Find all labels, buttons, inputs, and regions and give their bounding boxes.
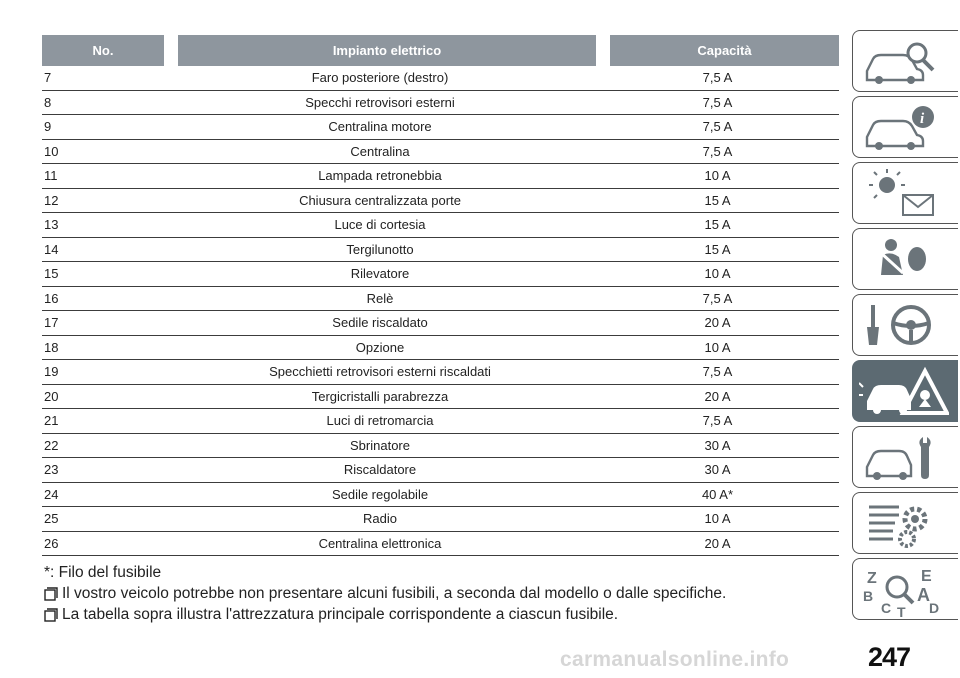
seatbelt-airbag-icon <box>859 233 949 287</box>
cell-no: 24 <box>44 486 59 502</box>
table-row <box>42 409 839 434</box>
header-impianto: Impianto elettrico <box>178 35 596 66</box>
cell-no: 11 <box>44 168 58 184</box>
tab-safety[interactable] <box>852 228 958 290</box>
cell-impianto: Tergilunotto <box>346 241 414 257</box>
note-item <box>44 585 834 603</box>
note-box-icon <box>44 608 58 622</box>
cell-no: 26 <box>44 535 59 551</box>
car-wrench-icon <box>859 431 949 485</box>
cell-capacita: 7,5 A <box>702 119 733 135</box>
cell-impianto: Centralina <box>350 143 410 159</box>
cell-capacita: 30 A <box>704 437 731 453</box>
watermark: carmanualsonline.info <box>560 648 790 671</box>
cell-no: 23 <box>44 462 59 478</box>
tab-driving[interactable] <box>852 294 958 356</box>
tab-index[interactable] <box>852 558 958 620</box>
cell-impianto: Luce di cortesia <box>334 217 426 233</box>
note-text: La tabella sopra illustra l'attrezzatura principale corrispondente a ciascun fusibile. <box>62 606 619 623</box>
notes <box>44 564 834 627</box>
table-row <box>42 238 839 263</box>
table-row <box>42 287 839 312</box>
cell-no: 17 <box>44 315 59 331</box>
index-letter: B <box>863 588 874 604</box>
cell-capacita: 40 A* <box>701 486 734 502</box>
table-row <box>42 360 839 385</box>
cell-impianto: Specchietti retrovisori esterni riscaldati <box>269 364 491 380</box>
cell-capacita: 7,5 A <box>702 364 733 380</box>
cell-impianto: Sbrinatore <box>350 437 410 453</box>
cell-impianto: Sedile riscaldato <box>332 315 428 331</box>
table-row <box>42 483 839 508</box>
cell-impianto: Sedile regolabile <box>331 486 429 502</box>
cell-capacita: 7,5 A <box>702 413 733 429</box>
index-letter: Z <box>867 570 877 587</box>
cell-no: 10 <box>44 143 59 159</box>
table-row <box>42 66 839 91</box>
cell-no: 22 <box>44 437 59 453</box>
table-row <box>42 115 839 140</box>
cell-no: 15 <box>44 266 59 282</box>
page-number: 247 <box>868 642 911 672</box>
table-row <box>42 311 839 336</box>
cell-no: 19 <box>44 364 59 380</box>
cell-capacita: 15 A <box>704 192 731 208</box>
table-body <box>42 66 839 556</box>
cell-no: 13 <box>44 217 59 233</box>
fuse-table <box>42 35 839 556</box>
header-no: No. <box>42 35 164 66</box>
cell-capacita: 20 A <box>704 388 731 404</box>
cell-no: 7 <box>44 70 52 86</box>
cell-no: 12 <box>44 192 59 208</box>
cell-no: 18 <box>44 339 59 355</box>
index-letter: D <box>929 600 940 616</box>
index-letter: T <box>897 604 906 617</box>
cell-capacita: 15 A <box>704 241 731 257</box>
header-capacita: Capacità <box>610 35 839 66</box>
cell-capacita: 7,5 A <box>702 143 733 159</box>
specs-gears-icon <box>859 497 949 551</box>
cell-impianto: Rilevatore <box>350 266 410 282</box>
table-row <box>42 91 839 116</box>
cell-impianto: Centralina motore <box>328 119 432 135</box>
table-row <box>42 532 839 557</box>
index-letter: E <box>921 568 932 585</box>
table-row <box>42 140 839 165</box>
cell-capacita: 10 A <box>704 168 731 184</box>
table-row <box>42 507 839 532</box>
cell-impianto: Radio <box>363 511 397 527</box>
cell-capacita: 30 A <box>704 462 731 478</box>
tab-car-search[interactable] <box>852 30 958 92</box>
cell-no: 14 <box>44 241 59 257</box>
table-row <box>42 164 839 189</box>
table-row <box>42 385 839 410</box>
note-item <box>44 606 834 624</box>
cell-no: 8 <box>44 94 52 110</box>
cell-capacita: 10 A <box>704 339 731 355</box>
index-letter: A <box>917 585 930 605</box>
cell-impianto: Lampada retronebbia <box>318 168 442 184</box>
cell-no: 20 <box>44 388 59 404</box>
cell-impianto: Relè <box>366 290 394 306</box>
table-header <box>42 35 839 66</box>
tab-specifications[interactable] <box>852 492 958 554</box>
tab-maintenance[interactable] <box>852 426 958 488</box>
cell-no: 25 <box>44 511 59 527</box>
cell-impianto: Specchi retrovisori esterni <box>305 94 455 110</box>
table-row <box>42 458 839 483</box>
table-row <box>42 213 839 238</box>
cell-capacita: 7,5 A <box>702 290 733 306</box>
tab-car-info[interactable] <box>852 96 958 158</box>
car-breakdown-warning-icon <box>859 365 949 419</box>
table-row <box>42 434 839 459</box>
car-info-icon <box>859 101 949 155</box>
car-search-icon <box>859 35 949 89</box>
cell-impianto: Faro posteriore (destro) <box>311 70 449 86</box>
cell-impianto: Centralina elettronica <box>318 535 442 551</box>
cell-no: 16 <box>44 290 59 306</box>
index-letter: C <box>881 600 892 616</box>
table-row <box>42 336 839 361</box>
cell-impianto: Opzione <box>355 339 405 355</box>
key-steering-wheel-icon <box>859 299 949 353</box>
table-row <box>42 189 839 214</box>
cell-capacita: 10 A <box>704 511 731 527</box>
cell-capacita: 7,5 A <box>702 70 733 86</box>
tab-emergency[interactable] <box>852 360 958 422</box>
svg-text:i: i <box>920 111 925 127</box>
note-text: Il vostro veicolo potrebbe non presentare alcuni fusibili, a seconda dal modello o dalle specifiche. <box>62 585 727 602</box>
note-box-icon <box>44 587 58 601</box>
cell-impianto: Tergicristalli parabrezza <box>311 388 449 404</box>
cell-no: 21 <box>44 413 59 429</box>
cell-no: 9 <box>44 119 52 135</box>
cell-capacita: 10 A <box>704 266 731 282</box>
cell-capacita: 7,5 A <box>702 94 733 110</box>
cell-impianto: Chiusura centralizzata porte <box>299 192 461 208</box>
cell-capacita: 15 A <box>704 217 731 233</box>
warning-light-message-icon <box>859 167 949 221</box>
table-row <box>42 262 839 287</box>
cell-capacita: 20 A <box>704 535 731 551</box>
cell-impianto: Luci di retromarcia <box>326 413 434 429</box>
alphabet-index-icon <box>859 563 949 617</box>
footnote: *: Filo del fusibile <box>44 564 162 581</box>
cell-capacita: 20 A <box>704 315 731 331</box>
cell-impianto: Riscaldatore <box>343 462 417 478</box>
tab-warning-lights[interactable] <box>852 162 958 224</box>
